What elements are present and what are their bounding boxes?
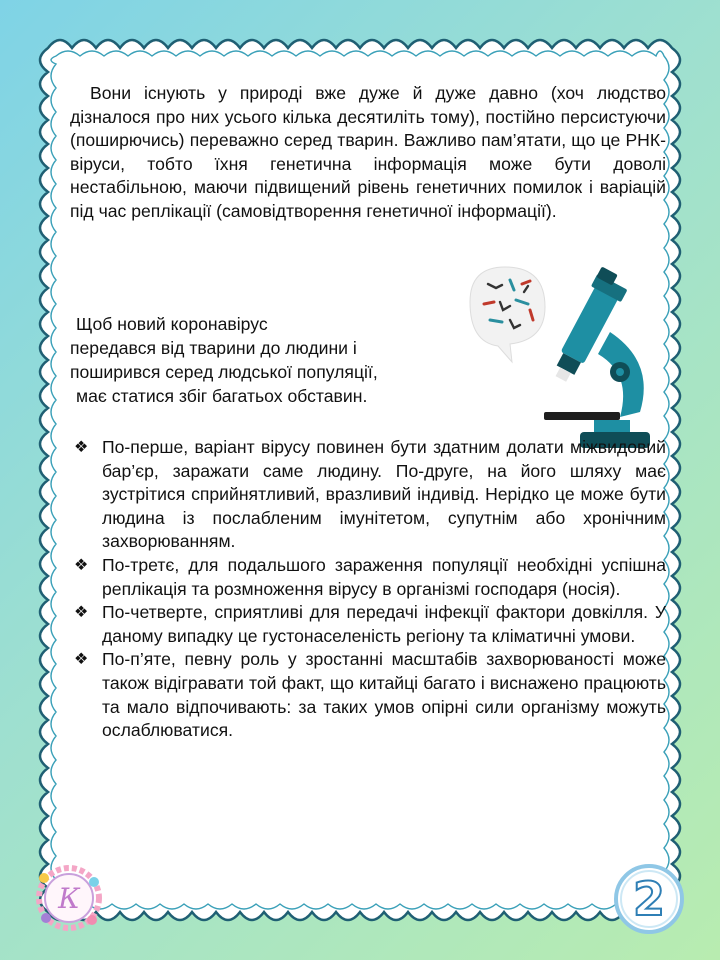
list-item — [70, 554, 666, 601]
list-item — [70, 601, 666, 648]
list-item-text: По-третє, для подальшого зараження популяції необхідні успішна реплікація та розмноження вірусу в організмі господаря (носія). — [102, 554, 666, 599]
diamond-bullet-icon: ❖ — [74, 439, 89, 456]
list-item — [70, 648, 666, 742]
page-number: 2 — [632, 872, 665, 926]
diamond-bullet-icon: ❖ — [74, 556, 89, 574]
conditions-line-3: поширився серед людської популяції, — [70, 362, 378, 382]
logo-wreath-icon — [32, 858, 106, 938]
conditions-line-4: має статися збіг багатьох обставин. — [76, 386, 368, 406]
list-item — [70, 436, 666, 554]
conditions-line-2: передався від тварини до людини і — [70, 338, 357, 358]
document-page — [62, 62, 666, 898]
page-number-badge — [612, 862, 686, 936]
logo-letter: К — [58, 882, 80, 915]
conditions-line-1: Щоб новий коронавірус — [76, 314, 268, 334]
list-item-text: По-п’яте, певну роль у зростанні масштабів захворюваності може також відігравати той факт, що китайці багато і виснажено працюють та мало відпочивають: за таких умов опірні сили організму можуть ослаблюватися. — [102, 649, 666, 741]
microscope-icon — [460, 262, 660, 452]
bacteria-bubble-icon — [470, 267, 545, 362]
intro-paragraph: Вони існують у природі вже дуже й дуже давно (хоч людство дізналося про них усього кілька десятиліть тому), постійно персистуючи (поширючись) переважно серед тварин. Важливо пам’ятати, що це РНК-віруси, тобто їхня генетична інформація може бути доволі нестабільною, маючи підвищений рівень генетичних помилок і варіацій під час реплікації (самовідтворення генетичної інформації). — [70, 83, 666, 221]
diamond-bullet-icon: ❖ — [74, 604, 89, 622]
list-item-text: По-перше, варіант вірусу повинен бути здатним долати міжвидовий бар’єр, заражати саме людину. По-друге, на його шляху має зустрітися сприйнятливий, вразливий індивід. Нерідко це може бути людина із послабленим імунітетом, супутнім або хронічним захворюванням. — [102, 437, 666, 552]
factors-list — [70, 436, 666, 743]
diamond-bullet-icon: ❖ — [74, 651, 89, 669]
list-item-text: По-четверте, сприятливі для передачі інфекції фактори довкілля. У даному випадку це густонаселеність регіону та кліматичні умови. — [102, 602, 666, 646]
conditions-paragraph — [70, 312, 450, 408]
